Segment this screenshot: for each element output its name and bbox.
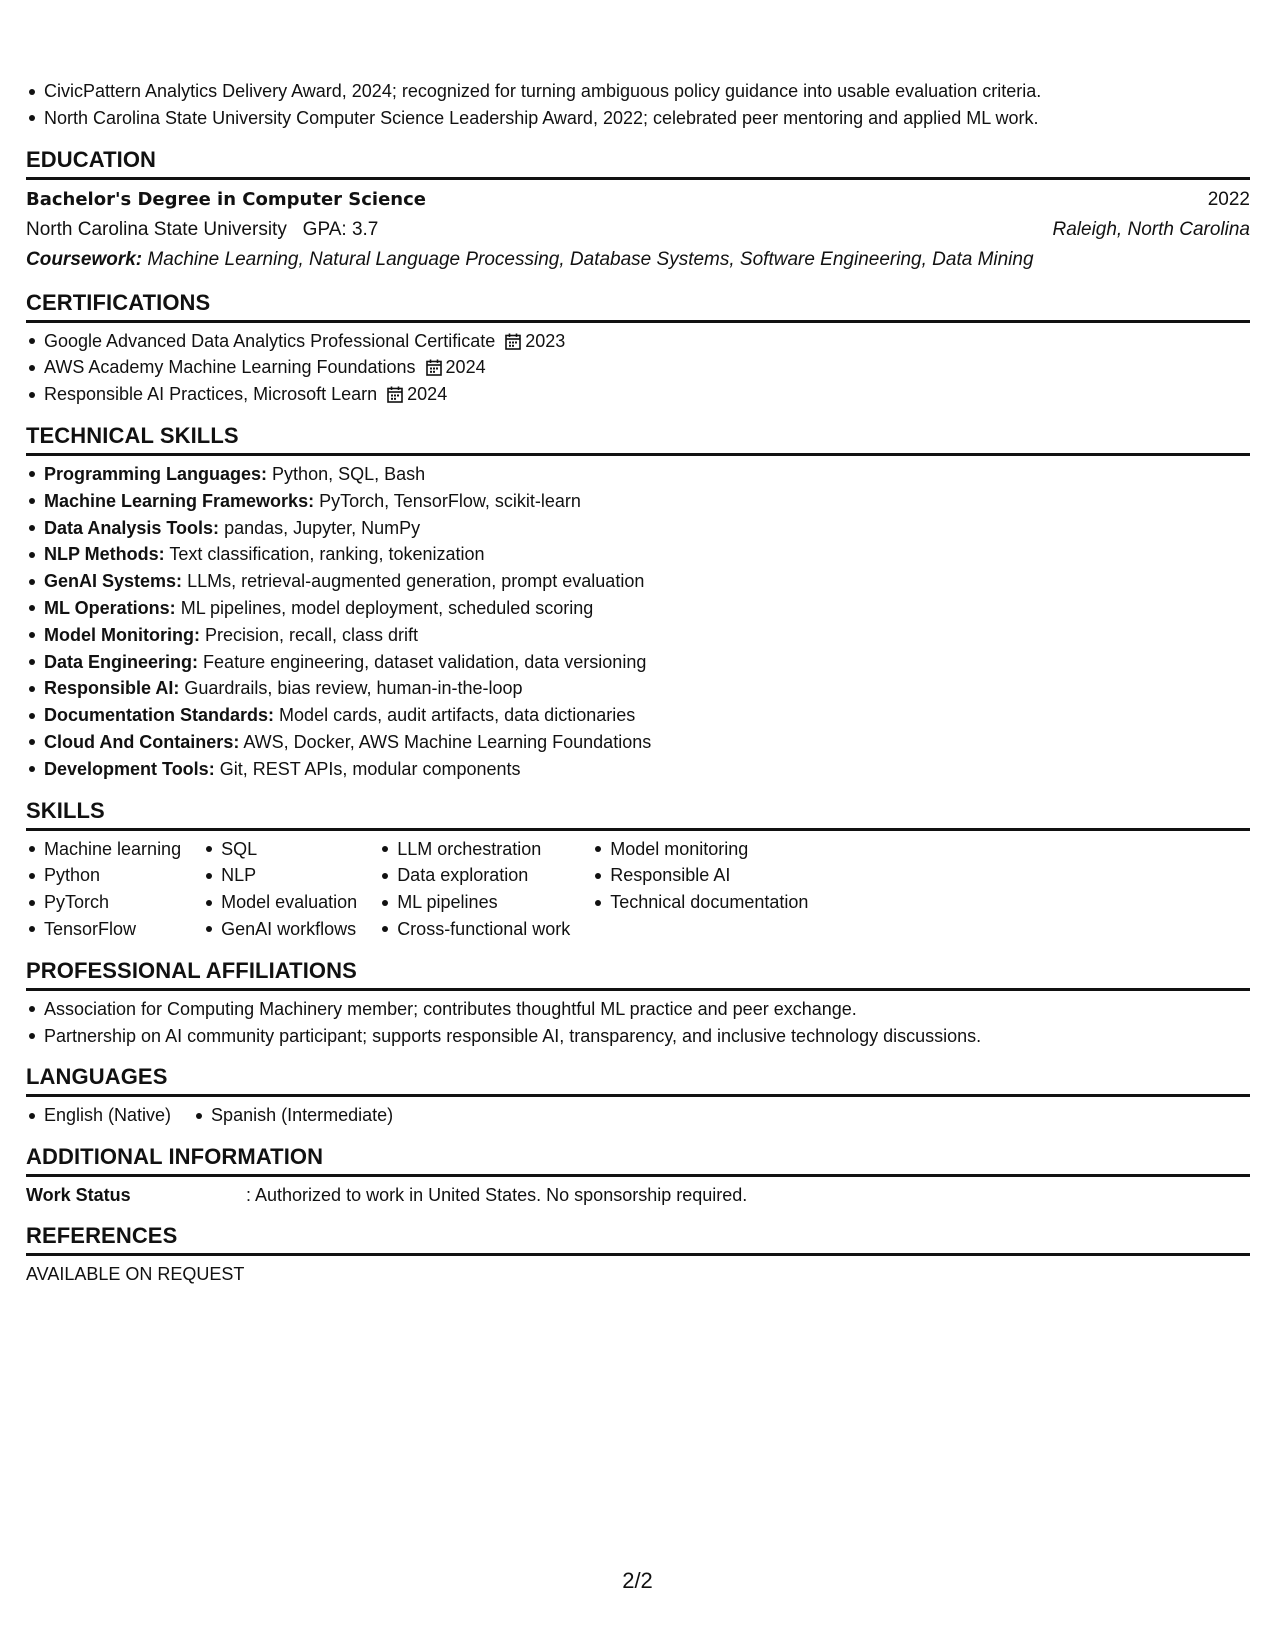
skills-column [379,836,570,943]
skill-label: Programming Languages: [44,463,268,484]
skill-value: Text classification, ranking, tokenization [169,544,485,565]
technical-skill-item [26,622,1250,649]
skill-label: Cloud And Containers: [44,731,240,752]
coursework [26,245,1250,275]
skill-label: Development Tools: [44,758,215,779]
coursework-list: Machine Learning, Natural Language Processing, Database Systems, Software Engineering, Data Mining [147,248,1034,270]
technical-skill-item [26,461,1250,488]
additional-info-section [26,1143,1250,1208]
skill-value: PyTorch, TensorFlow, scikit-learn [319,490,581,511]
coursework-label: Coursework: [26,248,143,270]
calendar-icon [505,333,521,350]
affiliations-section [26,957,1250,1050]
section-heading: LANGUAGES [26,1063,1250,1097]
skills-section [26,797,1250,943]
affiliation-item: Association for Computing Machinery member; contributes thoughtful ML practice and peer exchange. [26,996,1250,1023]
skill-label: Documentation Standards: [44,705,275,726]
skill-item: GenAI workflows [203,916,357,943]
technical-skill-item [26,729,1250,756]
skill-item: LLM orchestration [379,836,570,863]
skill-value: Git, REST APIs, modular components [219,758,521,779]
section-heading: EDUCATION [26,146,1250,180]
section-heading: CERTIFICATIONS [26,289,1250,323]
certification-name: Responsible AI Practices, Microsoft Learn [44,384,378,405]
technical-skill-item [26,649,1250,676]
skill-item: Python [26,862,181,889]
skill-item: TensorFlow [26,916,181,943]
work-status-row [26,1182,1250,1208]
language-item: English (Native) [26,1102,171,1129]
skill-item: Model evaluation [203,889,357,916]
skills-column [26,836,181,943]
certifications-section [26,289,1250,408]
certification-name: AWS Academy Machine Learning Foundations [44,357,416,378]
graduation-year: 2022 [1207,188,1250,210]
school-name: North Carolina State University [26,218,287,240]
award-item: CivicPattern Analytics Delivery Award, 2024; recognized for turning ambiguous policy guidance into usable evaluation criteria. [26,78,1250,105]
certifications-list [26,328,1250,408]
certification-year: 2024 [407,384,448,405]
skill-item: SQL [203,836,357,863]
education-section [26,146,1250,275]
skill-value: Python, SQL, Bash [272,463,426,484]
technical-skill-item [26,515,1250,542]
section-heading: TECHNICAL SKILLS [26,422,1250,456]
skill-label: Model Monitoring: [44,624,200,645]
skill-label: Responsible AI: [44,678,180,699]
section-heading: REFERENCES [26,1222,1250,1256]
technical-skill-item [26,702,1250,729]
technical-skills-section [26,422,1250,783]
section-heading: SKILLS [26,797,1250,831]
work-status-value: : Authorized to work in United States. No sponsorship required. [246,1185,748,1206]
technical-skill-item [26,568,1250,595]
resume-page [26,78,1250,1287]
calendar-icon [426,359,442,376]
technical-skill-item [26,756,1250,783]
work-status-label: Work Status [26,1185,131,1206]
section-heading: ADDITIONAL INFORMATION [26,1143,1250,1177]
page-number: 2/2 [622,1568,653,1593]
degree-title: Bachelor's Degree in Computer Science [26,188,426,210]
school-info [26,215,378,245]
calendar-icon [387,386,403,403]
technical-skills-list [26,461,1250,783]
skill-value: Guardrails, bias review, human-in-the-loop [184,678,523,699]
skill-label: NLP Methods: [44,544,165,565]
school-location: Raleigh, North Carolina [1052,218,1250,240]
certification-item [26,354,1250,381]
gpa: GPA: 3.7 [302,218,379,240]
technical-skill-item [26,488,1250,515]
skills-column [592,836,808,943]
certification-year: 2024 [445,357,486,378]
language-item: Spanish (Intermediate) [193,1102,393,1129]
skill-value: AWS, Docker, AWS Machine Learning Foundations [243,731,652,752]
skill-value: Feature engineering, dataset validation, data versioning [203,651,647,672]
award-item: North Carolina State University Computer Science Leadership Award, 2022; celebrated peer mentoring and applied ML work. [26,105,1250,132]
affiliation-item: Partnership on AI community participant; supports responsible AI, transparency, and inclusive technology discussions. [26,1023,1250,1050]
awards-list [26,78,1250,132]
skill-value: pandas, Jupyter, NumPy [224,517,421,538]
skill-item: ML pipelines [379,889,570,916]
skill-label: GenAI Systems: [44,571,183,592]
skills-column [203,836,357,943]
certification-item [26,328,1250,355]
affiliations-list [26,996,1250,1050]
technical-skill-item [26,541,1250,568]
certification-year: 2023 [525,330,566,351]
languages-list [26,1102,1250,1129]
skill-value: ML pipelines, model deployment, scheduled scoring [180,597,594,618]
skills-grid [26,836,1250,943]
languages-section [26,1063,1250,1129]
skill-label: ML Operations: [44,597,176,618]
technical-skill-item [26,595,1250,622]
references-text: AVAILABLE ON REQUEST [26,1264,245,1285]
certification-name: Google Advanced Data Analytics Professional Certificate [44,330,496,351]
skill-item: NLP [203,862,357,889]
skill-item: Responsible AI [592,862,808,889]
skill-label: Data Analysis Tools: [44,517,220,538]
skill-value: Model cards, audit artifacts, data dictionaries [279,705,636,726]
skill-item: Technical documentation [592,889,808,916]
skill-label: Machine Learning Frameworks: [44,490,315,511]
skill-item: Model monitoring [592,836,808,863]
degree-row [26,185,1250,215]
skill-value: Precision, recall, class drift [204,624,419,645]
references-section [26,1222,1250,1287]
certification-item [26,381,1250,408]
skill-item: Machine learning [26,836,181,863]
technical-skill-item [26,675,1250,702]
school-row [26,215,1250,245]
skill-item: PyTorch [26,889,181,916]
section-heading: PROFESSIONAL AFFILIATIONS [26,957,1250,991]
skill-item: Data exploration [379,862,570,889]
skill-item: Cross-functional work [379,916,570,943]
skill-label: Data Engineering: [44,651,199,672]
skill-value: LLMs, retrieval-augmented generation, prompt evaluation [187,571,645,592]
